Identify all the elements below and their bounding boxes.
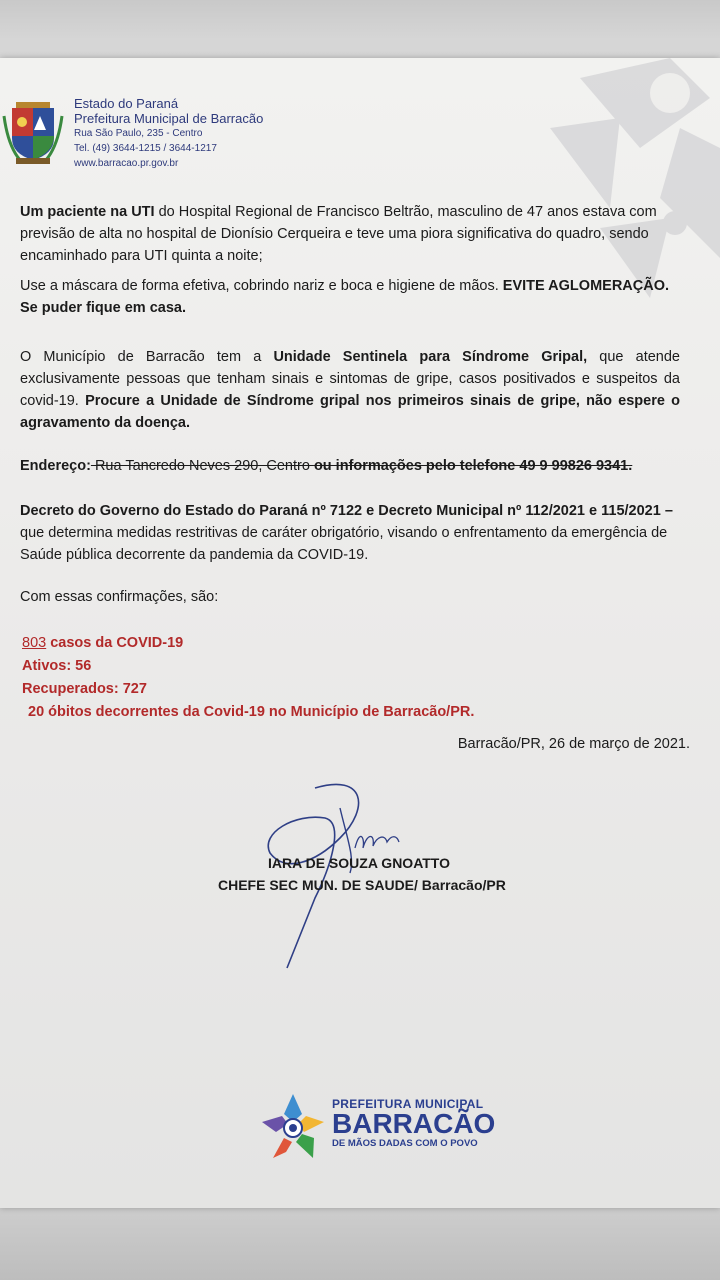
address-label: Endereço: bbox=[20, 458, 91, 474]
signatory-role: CHEFE SEC MUN. DE SAUDE/ Barracão/PR bbox=[218, 877, 506, 893]
stat-cases bbox=[22, 632, 474, 655]
paragraph-icu-patient bbox=[20, 201, 680, 267]
address-phone: ou informações pelo telefone 49 9 99826 9341. bbox=[313, 458, 633, 474]
website: www.barracao.pr.gov.br bbox=[74, 158, 179, 169]
paragraph2-bold: EVITE AGLOMERAÇÃO. Se puder fique em casa. bbox=[20, 278, 670, 316]
covid-stats bbox=[22, 632, 474, 724]
stat-active: Ativos: 56 bbox=[22, 658, 92, 674]
handwritten-signature-icon bbox=[255, 778, 425, 973]
paragraph2-text: Use a máscara de forma efetiva, cobrindo nariz e boca e higiene de mãos. bbox=[20, 278, 503, 294]
logo-line3: DE MÃOS DADAS COM O POVO bbox=[332, 1138, 478, 1149]
letterhead bbox=[0, 96, 720, 176]
paragraph-sentinel-unit bbox=[20, 346, 680, 434]
decree-text: que determina medidas restritivas de caráter obrigatório, visando o enfrentamento da emergência de Saúde pública decorrente da pandemia da COVID-19. bbox=[20, 525, 668, 563]
letterhead-text bbox=[74, 96, 263, 171]
stat-cases-text: casos da COVID-19 bbox=[46, 635, 184, 651]
paragraph-address bbox=[20, 455, 680, 477]
stat-deaths: 20 óbitos decorrentes da Covid-19 no Município de Barracão/PR. bbox=[28, 704, 475, 720]
confirmations-intro: Com essas confirmações, são: bbox=[20, 589, 219, 605]
logo-line1: PREFEITURA MUNICIPAL bbox=[332, 1097, 484, 1111]
paragraph3-bold2: Procure a Unidade de Síndrome gripal nos primeiros sinais de gripe, não espere o agravamento da doença. bbox=[20, 393, 680, 431]
stat-cases-number: 803 bbox=[22, 635, 47, 651]
paragraph-mask-advice bbox=[20, 275, 680, 319]
prefeitura-logo-icon bbox=[258, 1092, 328, 1162]
stat-recovered: Recuperados: 727 bbox=[22, 681, 147, 697]
address-value: Rua Tancredo Neves 290, Centro bbox=[90, 458, 314, 474]
paragraph1-bold: Um paciente na UTI bbox=[20, 204, 155, 220]
paragraph-decree bbox=[20, 500, 680, 566]
city-hall-name: Prefeitura Municipal de Barracão bbox=[74, 111, 264, 126]
paragraph3-text1: O Município de Barracão tem a bbox=[20, 349, 274, 365]
prefeitura-logo-text bbox=[332, 1097, 495, 1149]
decree-bold: Decreto do Governo do Estado do Paraná nº 7122 e Decreto Municipal nº 112/2021 e 115/2021 – bbox=[20, 503, 673, 519]
paragraph3-text2: que atende exclusivamente pessoas que tenham sinais e sintomas de gripe, casos positivados e suspeitos da covid-19. bbox=[20, 349, 680, 409]
phone: Tel. (49) 3644-1215 / 3644-1217 bbox=[74, 143, 217, 154]
signatory-name: IARA DE SOUZA GNOATTO bbox=[268, 855, 450, 871]
paragraph1-text: do Hospital Regional de Francisco Beltrão, masculino de 47 anos estava com previsão de alta no hospital de Dionísio Cerqueira e teve uma piora significativa do quadro, sendo encaminhado para UTI quinta a noite; bbox=[20, 204, 657, 264]
address: Rua São Paulo, 235 - Centro bbox=[74, 128, 203, 139]
municipal-crest-icon bbox=[2, 96, 64, 168]
document-date: Barracão/PR, 26 de março de 2021. bbox=[457, 736, 690, 752]
state-name: Estado do Paraná bbox=[74, 96, 179, 111]
paragraph3-bold1: Unidade Sentinela para Síndrome Gripal, bbox=[273, 349, 588, 365]
logo-line2: BARRACÃO bbox=[332, 1108, 496, 1139]
